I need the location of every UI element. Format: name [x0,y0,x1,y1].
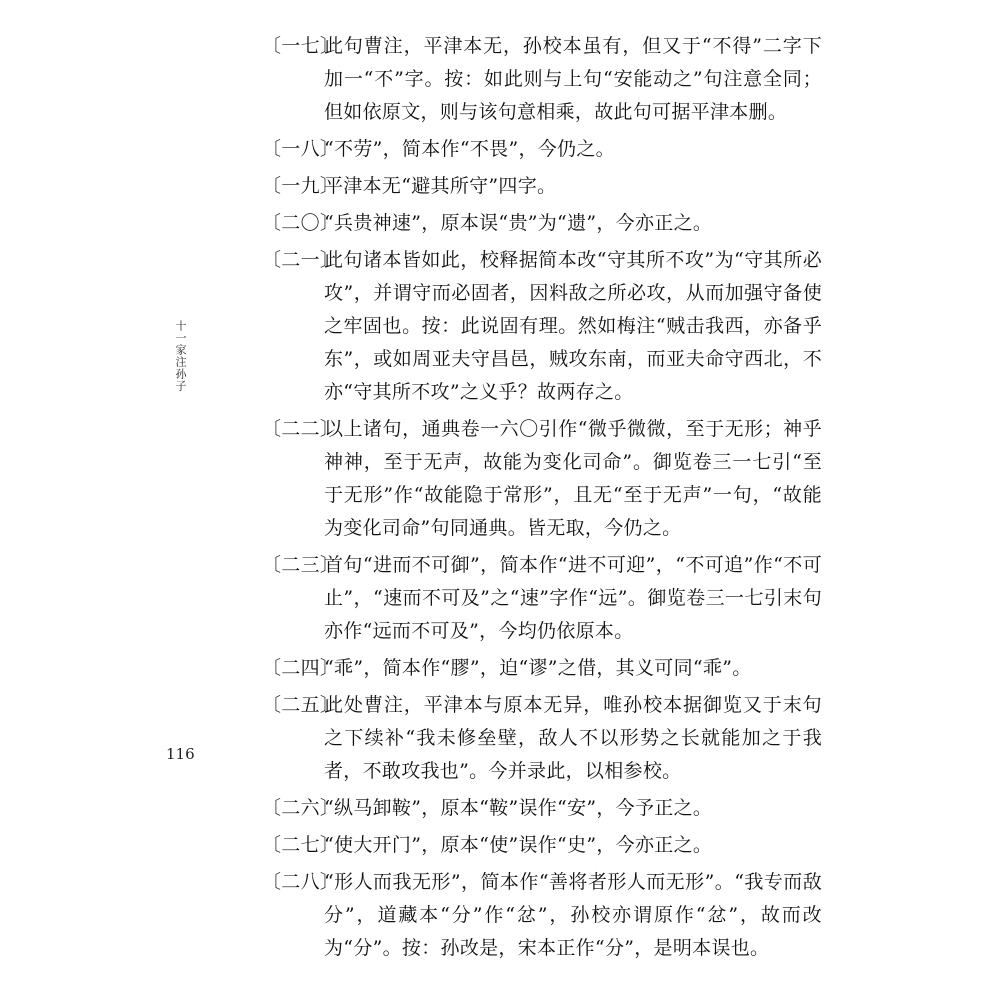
note-text: 平津本无“避其所守”四字。 [324,175,557,197]
annotation-note [262,133,822,166]
running-side-title: 十一家注孙子 [174,320,187,392]
annotation-note [262,866,822,965]
note-text: “使大开门”，原本“使”误作“史”，今亦正之。 [324,834,713,856]
annotation-note [262,30,822,129]
note-text: 以上诸句，通典卷一六〇引作“微乎微微，至于无形；神乎神神，至于无声，故能为变化司命”。御览卷三一七引“至于无形”作“故能隐于常形”，且无“至于无声”一句，“故能为变化司命”句同通典。皆无取，今仍之。 [324,418,822,539]
annotation-note [262,689,822,788]
note-text: 此句诸本皆如此，校释据简本改“守其所不攻”为“守其所必攻”，并谓守而必固者，因料敌之所必攻，从而加强守备使之牢固也。按：此说固有理。然如梅注“贼击我西，亦备乎东”，或如周亚夫守昌邑，贼攻东南，而亚夫命守西北，不亦“守其所不攻”之义乎？故两存之。 [324,249,822,403]
note-text: 此处曹注，平津本与原本无异，唯孙校本据御览又于末句之下续补“我未修垒壁，敌人不以形势之长就能加之于我者，不敢攻我也”。今并录此，以相参校。 [324,694,822,782]
page-number: 116 [166,745,195,763]
note-number: 〔一八〕 [262,138,340,160]
note-number: 〔二七〕 [262,834,340,856]
annotation-note [262,829,822,862]
annotation-note [262,652,822,685]
note-number: 〔一九〕 [262,175,340,197]
annotation-note [262,413,822,545]
annotation-note [262,549,822,648]
note-text: “纵马卸鞍”，原本“鞍”误作“安”，今予正之。 [324,797,713,819]
note-text: “不劳”，简本作“不畏”，今仍之。 [324,138,615,160]
annotation-note [262,244,822,409]
note-text: “形人而我无形”，简本作“善将者形人而无形”。“我专而敌分”，道藏本“分”作“忿”，孙校亦谓原作“忿”，故而改为“分”。按：孙改是，宋本正作“分”，是明本误也。 [324,871,822,959]
note-number: 〔一七〕 [262,35,340,57]
note-number: 〔二一〕 [262,249,340,271]
note-number: 〔二〇〕 [262,212,340,234]
note-text: 此句曹注，平津本无，孙校本虽有，但又于“不得”二字下加一“不”字。按：如此则与上句“安能动之”句注意全同；但如依原文，则与该句意相乘，故此句可据平津本删。 [324,35,822,123]
note-number: 〔二六〕 [262,797,340,819]
annotation-note [262,792,822,825]
note-text: 首句“进而不可御”，简本作“进不可迎”，“不可追”作“不可止”，“速而不可及”之“速”字作“远”。御览卷三一七引末句亦作“远而不可及”，今均仍依原本。 [324,554,822,642]
note-text: “乖”，简本作“膠”，迫“谬”之借，其义可同“乖”。 [324,657,752,679]
note-number: 〔二四〕 [262,657,340,679]
note-number: 〔二八〕 [262,871,340,893]
note-number: 〔二二〕 [262,418,340,440]
note-number: 〔二三〕 [262,554,340,576]
annotation-list [262,30,822,969]
note-text: “兵贵神速”，原本误“贵”为“遗”，今亦正之。 [324,212,713,234]
annotation-note [262,170,822,203]
annotation-note [262,207,822,240]
note-number: 〔二五〕 [262,694,340,716]
